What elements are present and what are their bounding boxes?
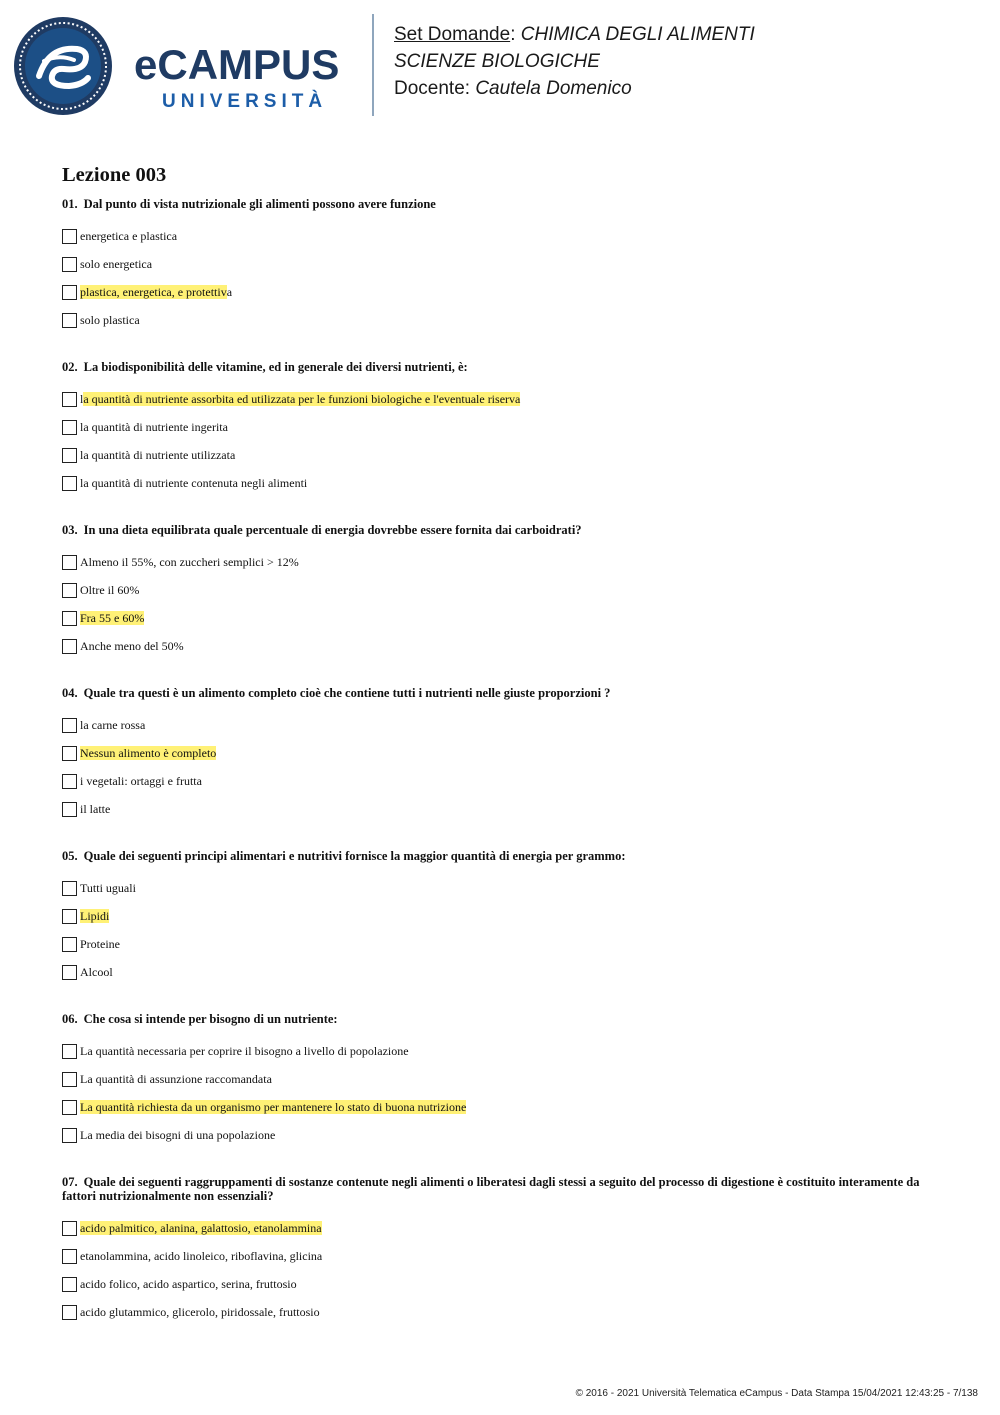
teacher-name: Cautela Domenico [475, 78, 632, 99]
question-label: Quale dei seguenti raggruppamenti di sostanze contenute negli alimenti o liberatesi dagli stessi a seguito del processo di digestione è costituito interamente da fattori nutrizionalmente non essenziali? [62, 1175, 920, 1203]
answer-option[interactable] [62, 1093, 952, 1121]
set-info [394, 21, 755, 102]
highlighted-correct-answer: acido palmitico, alanina, galattosio, etanolammina [80, 1220, 322, 1235]
answer-checkbox[interactable] [62, 448, 77, 463]
question-number: 05. [62, 849, 78, 863]
answer-text-part: Oltre il 60% [80, 582, 140, 597]
answer-checkbox[interactable] [62, 1221, 77, 1236]
question-7 [62, 1175, 952, 1326]
answer-text-part: La quantità necessaria per coprire il bisogno a livello di popolazione [80, 1043, 409, 1058]
answer-checkbox[interactable] [62, 285, 77, 300]
answer-text [80, 774, 202, 789]
answer-text-part: Almeno il 55%, con zuccheri semplici > 12% [80, 554, 299, 569]
answer-checkbox[interactable] [62, 965, 77, 980]
answer-option[interactable] [62, 548, 952, 576]
question-label: La biodisponibilità delle vitamine, ed in generale dei diversi nutrienti, è: [83, 360, 468, 374]
answer-option[interactable] [62, 222, 952, 250]
answer-text-part: i vegetali: ortaggi e frutta [80, 773, 202, 788]
answer-checkbox[interactable] [62, 881, 77, 896]
answer-text [80, 313, 140, 328]
answer-checkbox[interactable] [62, 555, 77, 570]
answer-text [80, 746, 216, 761]
question-number: 03. [62, 523, 78, 537]
answer-text [80, 583, 139, 598]
answer-option[interactable] [62, 1214, 952, 1242]
answer-text-part: Alcool [80, 964, 113, 979]
answer-option[interactable] [62, 711, 952, 739]
answer-text [80, 420, 228, 435]
set-line: Set Domande: CHIMICA DEGLI ALIMENTI [394, 24, 755, 45]
answer-option[interactable] [62, 576, 952, 604]
question-text [62, 1175, 952, 1203]
set-value: CHIMICA DEGLI ALIMENTI [520, 24, 755, 45]
answer-text [80, 392, 520, 407]
answer-text [80, 229, 177, 244]
answer-text [80, 611, 144, 626]
answer-text [80, 1305, 320, 1320]
question-text [62, 686, 952, 700]
answer-checkbox[interactable] [62, 229, 77, 244]
course-name: SCIENZE BIOLOGICHE [394, 51, 600, 72]
answer-text [80, 476, 307, 491]
question-3 [62, 523, 952, 660]
answer-text-part: la quantità di nutriente contenuta negli alimenti [80, 475, 308, 490]
answer-checkbox[interactable] [62, 937, 77, 952]
answer-text-part: La media dei bisogni di una popolazione [80, 1127, 276, 1142]
answer-option[interactable] [62, 874, 952, 902]
answer-text-part: il latte [80, 801, 111, 816]
answer-option[interactable] [62, 441, 952, 469]
answer-option[interactable] [62, 1121, 952, 1149]
answer-option[interactable] [62, 1270, 952, 1298]
answer-checkbox[interactable] [62, 802, 77, 817]
answer-text-part: Proteine [80, 936, 120, 951]
question-text [62, 1012, 952, 1026]
ecampus-emblem-icon [14, 16, 359, 116]
answer-text [80, 285, 232, 300]
answer-option[interactable] [62, 385, 952, 413]
answer-text [80, 1221, 322, 1236]
question-number: 07. [62, 1175, 78, 1189]
answer-checkbox[interactable] [62, 909, 77, 924]
answer-text [80, 937, 120, 952]
answer-text-part: acido glutammico, glicerolo, piridossale, fruttosio [80, 1304, 320, 1319]
lesson-title: Lezione 003 [62, 164, 167, 186]
answer-text-part: Anche meno del 50% [80, 638, 184, 653]
answer-text [80, 1100, 466, 1115]
answer-option[interactable] [62, 469, 952, 497]
answer-text [80, 965, 113, 980]
answer-text [80, 448, 235, 463]
answer-option[interactable] [62, 413, 952, 441]
answer-option[interactable] [62, 306, 952, 334]
answer-checkbox[interactable] [62, 611, 77, 626]
question-text [62, 849, 952, 863]
answer-checkbox[interactable] [62, 1249, 77, 1264]
answer-text-part: solo energetica [80, 256, 153, 271]
answer-checkbox[interactable] [62, 313, 77, 328]
question-label: Che cosa si intende per bisogno di un nutriente: [83, 1012, 338, 1026]
answer-checkbox[interactable] [62, 392, 77, 407]
answer-option[interactable] [62, 278, 952, 306]
answer-text [80, 909, 109, 924]
question-2 [62, 360, 952, 497]
answer-text [80, 555, 299, 570]
question-5 [62, 849, 952, 986]
answer-text-part: Tutti uguali [80, 880, 136, 895]
answer-text [80, 257, 152, 272]
question-label: Quale dei seguenti principi alimentari e nutritivi fornisce la maggior quantità di energia per grammo: [83, 849, 626, 863]
answer-option[interactable] [62, 795, 952, 823]
answer-text [80, 718, 145, 733]
question-text [62, 523, 952, 537]
answer-text [80, 1249, 322, 1264]
answer-text [80, 1128, 275, 1143]
answer-option[interactable] [62, 930, 952, 958]
answer-text-part: l [80, 391, 84, 406]
set-label: Set Domande [394, 24, 511, 45]
answer-checkbox[interactable] [62, 1100, 77, 1115]
question-number: 01. [62, 197, 78, 211]
logo-sub-text: UNIVERSITÀ [162, 91, 328, 112]
answer-text-part: la quantità di nutriente utilizzata [80, 447, 236, 462]
answer-text [80, 802, 110, 817]
question-6 [62, 1012, 952, 1149]
answer-checkbox[interactable] [62, 1072, 77, 1087]
answer-checkbox[interactable] [62, 476, 77, 491]
question-4 [62, 686, 952, 823]
answer-text-part: la quantità di nutriente ingerita [80, 419, 228, 434]
answer-option[interactable] [62, 767, 952, 795]
answer-checkbox[interactable] [62, 718, 77, 733]
answer-text-part: energetica e plastica [80, 228, 178, 243]
answer-option[interactable] [62, 902, 952, 930]
question-number: 06. [62, 1012, 78, 1026]
highlighted-correct-answer: a quantità di nutriente assorbita ed utilizzata per le funzioni biologiche e l'eventuale riserva [83, 391, 521, 406]
answer-checkbox[interactable] [62, 420, 77, 435]
answer-option[interactable] [62, 958, 952, 986]
answer-text [80, 1072, 272, 1087]
answer-text-part: a [226, 284, 233, 299]
question-text [62, 197, 952, 211]
answer-option[interactable] [62, 604, 952, 632]
page-footer: © 2016 - 2021 Università Telematica eCampus - Data Stampa 15/04/2021 12:43:25 - 7/138 [575, 1388, 978, 1399]
answer-text-part: etanolammina, acido linoleico, riboflavina, glicina [80, 1248, 323, 1263]
answer-text [80, 639, 184, 654]
teacher-line [394, 75, 755, 102]
answer-checkbox[interactable] [62, 774, 77, 789]
highlighted-correct-answer: Fra 55 e 60% [80, 610, 145, 625]
question-number: 04. [62, 686, 78, 700]
answer-checkbox[interactable] [62, 583, 77, 598]
question-label: Dal punto di vista nutrizionale gli alimenti possono avere funzione [83, 197, 436, 211]
question-number: 02. [62, 360, 78, 374]
teacher-label: Docente: [394, 78, 471, 99]
answer-text-part: La quantità di assunzione raccomandata [80, 1071, 272, 1086]
answer-text-part: la carne rossa [80, 717, 146, 732]
answer-text [80, 1277, 297, 1292]
answer-text-part: acido folico, acido aspartico, serina, fruttosio [80, 1276, 297, 1291]
answer-option[interactable] [62, 1065, 952, 1093]
question-text [62, 360, 952, 374]
answer-option[interactable] [62, 632, 952, 660]
answer-checkbox[interactable] [62, 1305, 77, 1320]
answer-text [80, 881, 136, 896]
answer-option[interactable] [62, 739, 952, 767]
answer-checkbox[interactable] [62, 1277, 77, 1292]
highlighted-correct-answer: Nessun alimento è completo [80, 745, 217, 760]
question-label: In una dieta equilibrata quale percentuale di energia dovrebbe essere fornita dai carboidrati? [83, 523, 582, 537]
question-1 [62, 197, 952, 334]
ecampus-logo [14, 16, 359, 116]
answer-checkbox[interactable] [62, 1128, 77, 1143]
page-header [0, 0, 1000, 130]
answer-checkbox[interactable] [62, 257, 77, 272]
answer-text [80, 1044, 409, 1059]
answer-option[interactable] [62, 1298, 952, 1326]
header-divider [372, 14, 374, 116]
logo-brand-text: eCAMPUS [134, 41, 340, 88]
answer-checkbox[interactable] [62, 639, 77, 654]
question-list [62, 162, 952, 1352]
answer-checkbox[interactable] [62, 1044, 77, 1059]
answer-text-part: solo plastica [80, 312, 140, 327]
answer-option[interactable] [62, 250, 952, 278]
answer-option[interactable] [62, 1037, 952, 1065]
question-label: Quale tra questi è un alimento completo cioè che contiene tutti i nutrienti nelle giuste proporzioni ? [83, 686, 611, 700]
highlighted-correct-answer: plastica, energetica, e protettiv [80, 284, 227, 299]
answer-option[interactable] [62, 1242, 952, 1270]
highlighted-correct-answer: La quantità richiesta da un organismo per mantenere lo stato di buona nutrizione [80, 1099, 467, 1114]
answer-checkbox[interactable] [62, 746, 77, 761]
highlighted-correct-answer: Lipidi [80, 908, 110, 923]
